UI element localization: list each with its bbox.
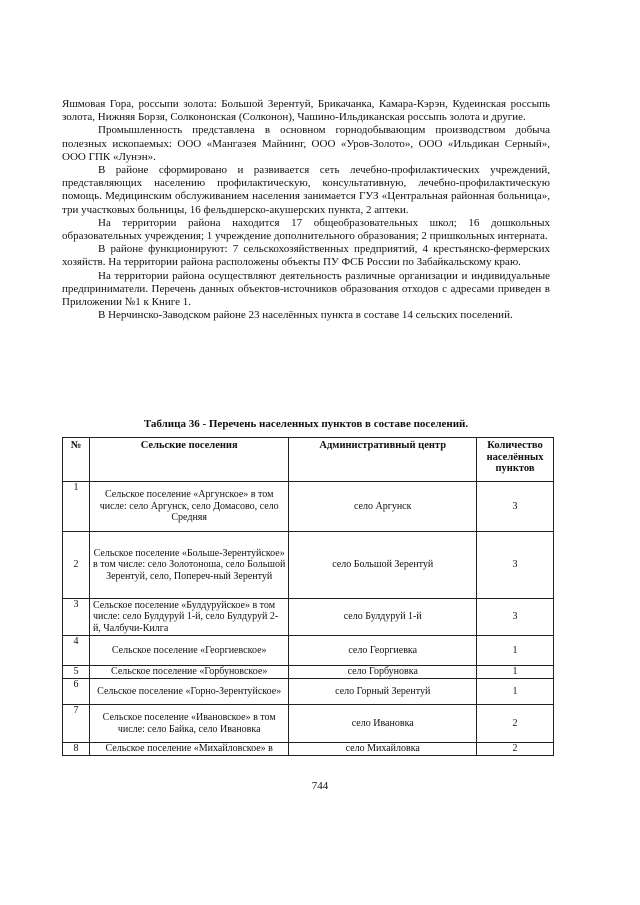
row-num: 6	[63, 679, 90, 705]
row-num: 8	[63, 743, 90, 756]
row-center: село Булдуруй 1-й	[289, 599, 477, 636]
header-num: №	[63, 438, 90, 482]
row-count: 2	[477, 705, 554, 743]
settlements-table	[62, 437, 554, 756]
row-count: 3	[477, 599, 554, 636]
row-count: 3	[477, 532, 554, 599]
row-center: село Михайловка	[289, 743, 477, 756]
table-row	[63, 599, 554, 636]
row-count: 1	[477, 679, 554, 705]
table-row	[63, 666, 554, 679]
row-center: село Горбуновка	[289, 666, 477, 679]
row-settlement: Сельское поселение «Михайловское» в	[89, 743, 288, 756]
row-settlement: Сельское поселение «Ивановское» в том числе: село Байка, село Ивановка	[89, 705, 288, 743]
row-center: село Горный Зерентуй	[289, 679, 477, 705]
row-settlement: Сельское поселение «Булдуруйское» в том числе: село Булдуруй 1-й, село Булдуруй 2-й, Чалбучи-Килга	[89, 599, 288, 636]
paragraph-agriculture: В районе функционируют: 7 сельскохозяйственных предприятий, 4 крестьянско-фермерских хозяйств. На территории района расположены объекты ПУ ФСБ России по Забайкальскому краю.	[62, 243, 550, 269]
table-row	[63, 482, 554, 532]
body-text	[62, 98, 550, 322]
paragraph-settlements: В Нерчинско-Заводском районе 23 населённых пункта в составе 14 сельских поселений.	[98, 309, 513, 322]
header-center: Административный центр	[289, 438, 477, 482]
row-count: 3	[477, 482, 554, 532]
row-settlement: Сельское поселение «Аргунское» в том числе: село Аргунск, село Домасово, село Средняя	[89, 482, 288, 532]
row-count: 2	[477, 743, 554, 756]
table-caption: Таблица 36 - Перечень населенных пунктов в составе поселений.	[143, 418, 469, 430]
paragraph-deposits: Яшмовая Гора, россыпи золота: Большой Зерентуй, Брикачанка, Камара-Кэрэн, Кудеинская россыпь золота, Нижняя Борзя, Солкононская (Солконон), Чашино-Ильдиканская россыпь золота и другие.	[62, 98, 550, 124]
row-count: 1	[477, 636, 554, 666]
row-center: село Георгиевка	[289, 636, 477, 666]
row-num: 4	[63, 636, 90, 666]
row-center: село Большой Зерентуй	[289, 532, 477, 599]
paragraph-industry: Промышленность представлена в основном горнодобывающим производством добыча полезных ископаемых: ООО «Мангазея Майнинг, ООО «Уров-Золото», ООО «Ильдикан Серный», ООО ГПК «Лунэн».	[62, 124, 550, 163]
header-count: Количество населённых пунктов	[477, 438, 554, 482]
paragraph-organizations: На территории района осуществляют деятельность различные организации и индивидуальные предприниматели. Перечень данных объектов-источников образования отходов с адресами приведен в Приложении №1 к Книге 1.	[62, 269, 550, 309]
row-settlement: Сельское поселение «Георгиевское»	[89, 636, 288, 666]
row-num: 2	[63, 532, 90, 599]
row-settlement: Сельское поселение «Больше-Зерентуйское» в том числе: село Золотоноша, село Большой Зерентуй, село, Попереч-ный Зерентуй	[89, 532, 288, 599]
table-header-row	[63, 438, 554, 482]
row-num: 3	[63, 599, 90, 636]
table-row	[63, 679, 554, 705]
row-settlement: Сельское поселение «Горно-Зерентуйское»	[89, 679, 288, 705]
table-row	[63, 743, 554, 756]
table-row	[63, 705, 554, 743]
row-num: 5	[63, 666, 90, 679]
header-settlement: Сельские поселения	[89, 438, 288, 482]
paragraph-healthcare: В районе сформировано и развивается сеть лечебно-профилактических учреждений, представляющих населению профилактическую, консультативную, лечебно-профилактическую помощь. Медицинским обслуживанием населения занимается ГУЗ «Центральная районная больница», три участковых больницы, 16 фельдшерско-акушерских пункта, 2 аптеки.	[62, 164, 550, 216]
row-settlement: Сельское поселение «Горбуновское»	[89, 666, 288, 679]
row-count: 1	[477, 666, 554, 679]
table-row	[63, 636, 554, 666]
table-row	[63, 532, 554, 599]
row-center: село Аргунск	[289, 482, 477, 532]
row-center: село Ивановка	[289, 705, 477, 743]
row-num: 7	[63, 705, 90, 743]
page-number: 744	[311, 780, 329, 792]
row-num: 1	[63, 482, 90, 532]
paragraph-education: На территории района находится 17 общеобразовательных школ; 16 дошкольных образовательных учреждения; 1 учреждение дополнительного образования; 2 пришкольных интерната.	[62, 216, 550, 243]
